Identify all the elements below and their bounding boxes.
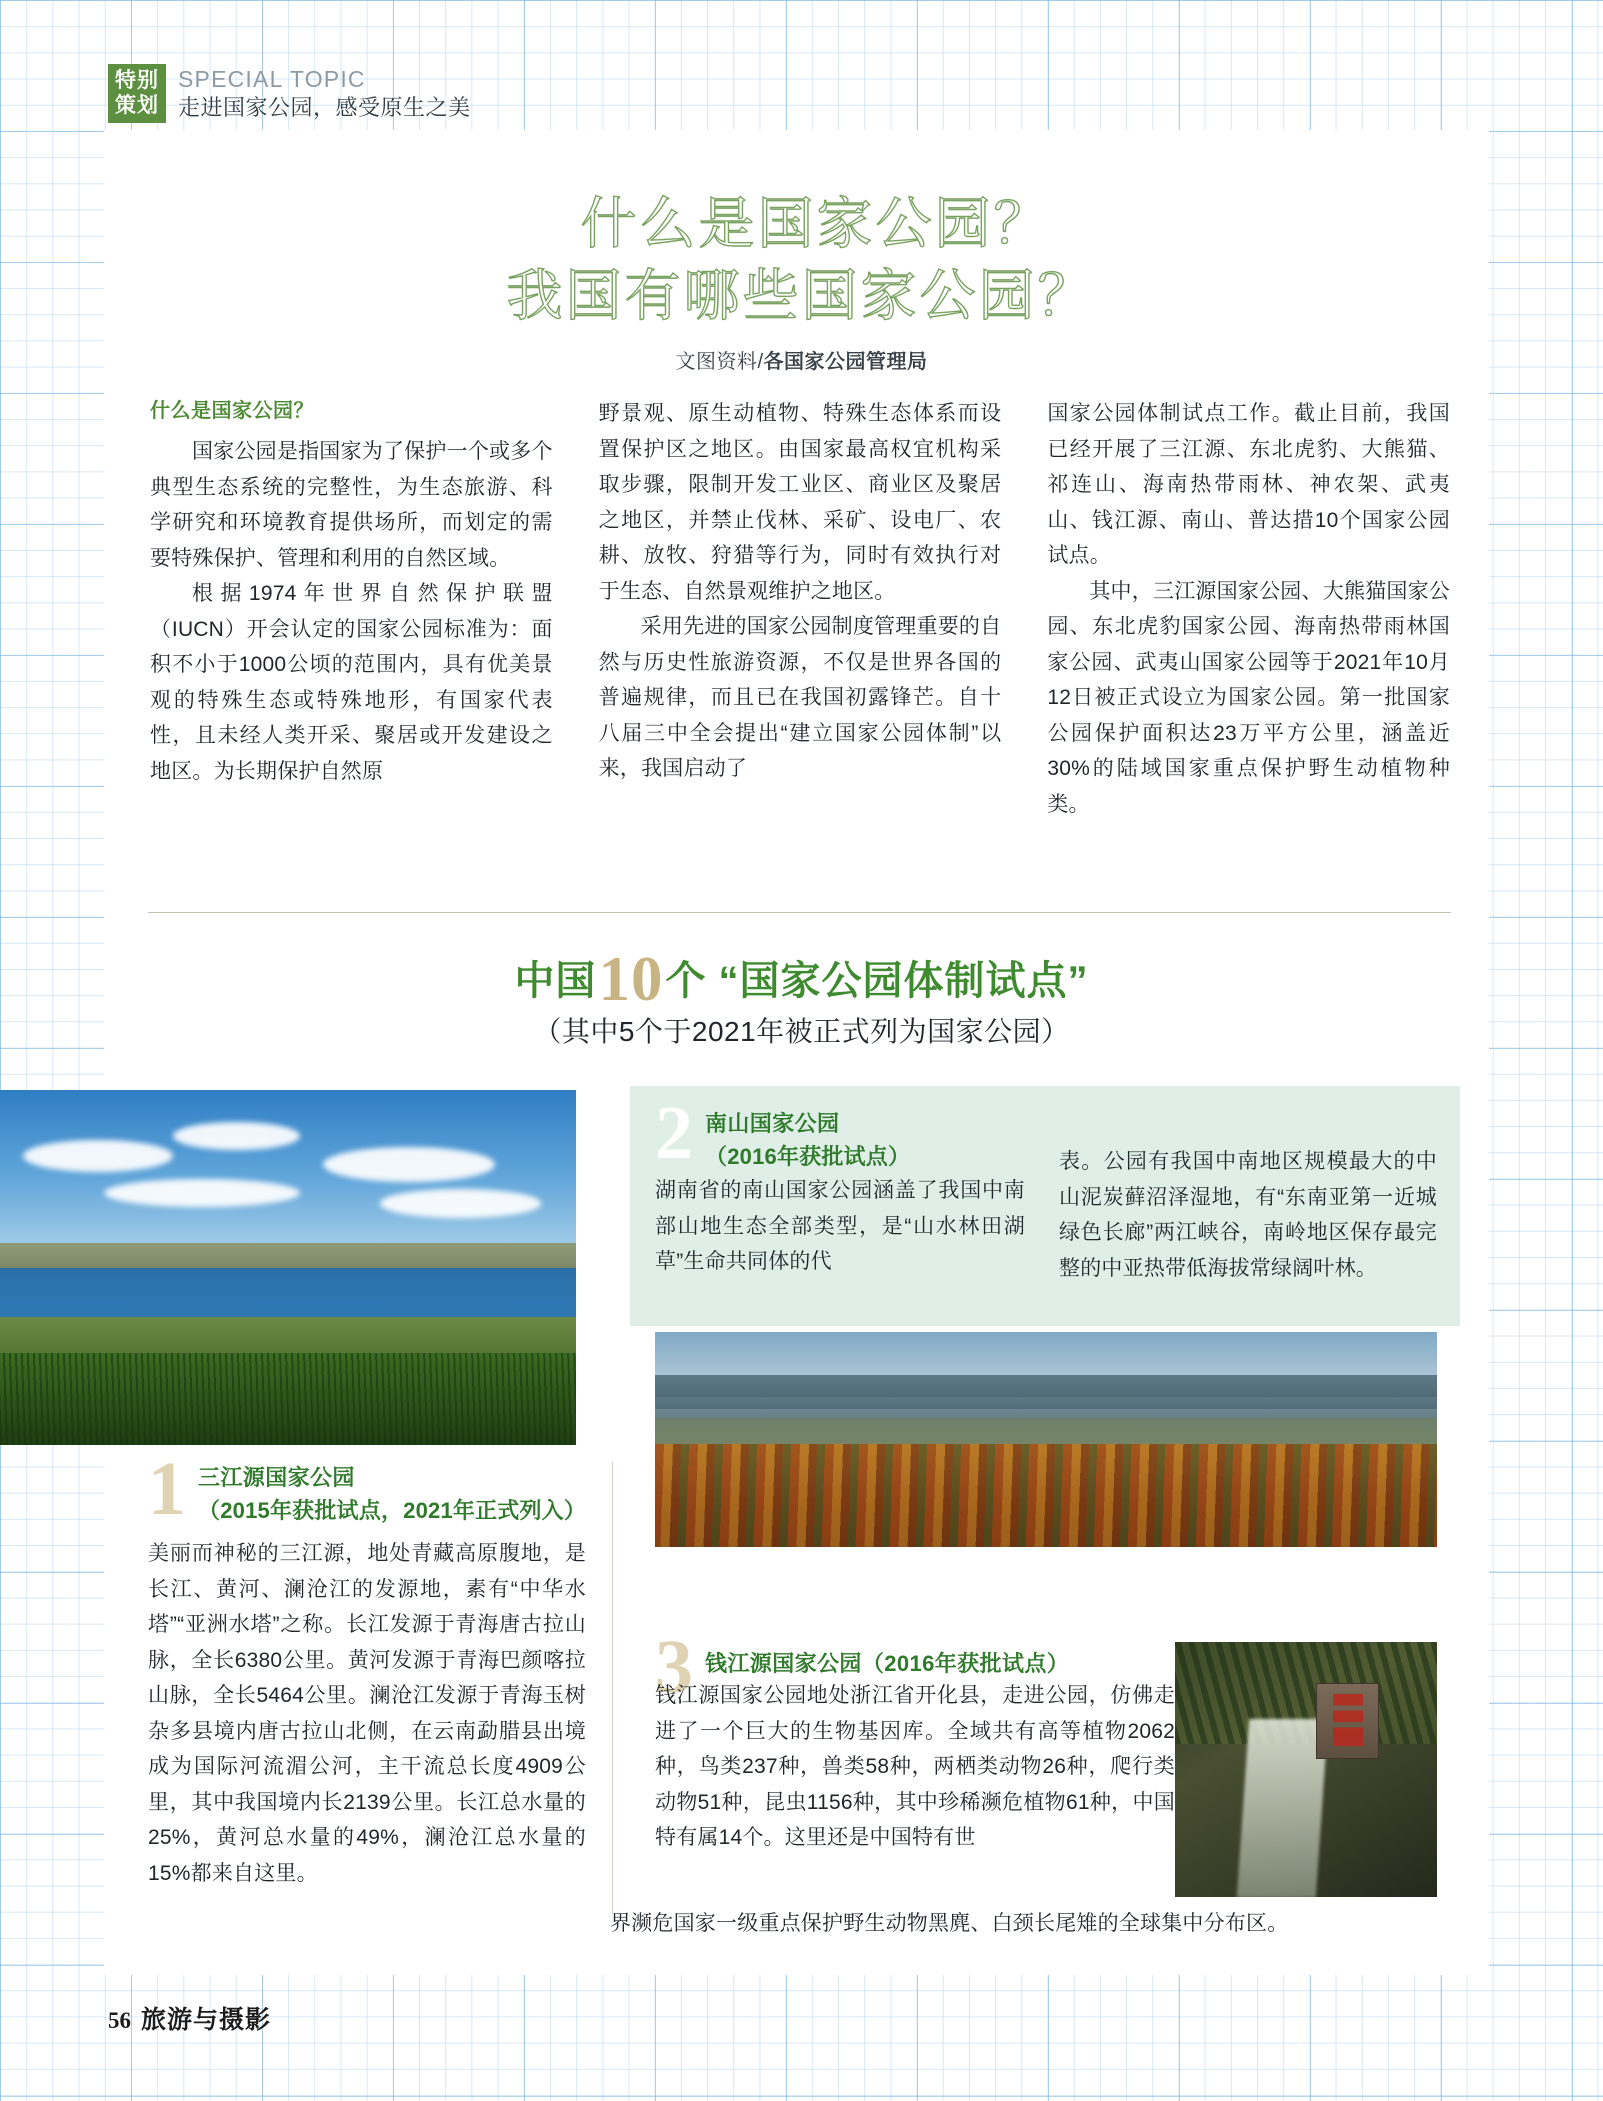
heading-suffix: 个 “国家公园体制试点” bbox=[665, 959, 1089, 1003]
park-3-title-group bbox=[705, 1642, 1069, 1680]
special-topic-text bbox=[178, 64, 471, 123]
pilot-section-heading bbox=[0, 944, 1603, 1054]
park-1-title: 三江源国家公园 bbox=[198, 1465, 355, 1490]
park-1-titles bbox=[198, 1462, 586, 1527]
park-2-photo bbox=[655, 1332, 1437, 1547]
byline-prefix: 文图资料/ bbox=[675, 351, 764, 373]
badge-line-1: 特别 bbox=[115, 69, 159, 92]
qianjiangyuan-waterfall-image bbox=[1175, 1642, 1437, 1897]
section-divider bbox=[148, 912, 1451, 913]
paragraph: 国家公园是指国家为了保护一个或多个典型生态系统的完整性，为生态旅游、科学研究和环境教育提供场所，而划定的需要特殊保护、管理和利用的自然区域。 bbox=[150, 440, 553, 570]
nanshan-autumn-forest-image bbox=[655, 1332, 1437, 1547]
foreground-grass bbox=[0, 1353, 576, 1445]
park-1-heading-row bbox=[148, 1447, 588, 1531]
paragraph: 野景观、原生动植物、特殊生态体系而设置保护区之地区。由国家最高权宜机构采取步骤，限制开发工业区、商业区及聚居之地区，并禁止伐林、采矿、设电厂、农耕、放牧、狩猎等行为，同时有效执行对于生态、自然景观维护之地区。 bbox=[598, 402, 1002, 603]
article-column-1 bbox=[150, 396, 553, 822]
paragraph: 根据1974年世界自然保护联盟（IUCN）开会认定的国家公园标准为：面积不小于1000公顷的范围内，具有优美景观的特殊生态或特殊地形，有国家代表性，且未经人类开采、聚居或开发建设之地区。为长期保护自然原 bbox=[150, 582, 553, 783]
heading-prefix: 中国 bbox=[514, 959, 597, 1003]
sky-region bbox=[0, 1090, 576, 1253]
park-1-subtitle: （2015年获批试点，2021年正式列入） bbox=[198, 1498, 587, 1523]
park-1-caption bbox=[148, 1447, 588, 1531]
special-topic-header bbox=[108, 64, 471, 123]
article-columns bbox=[150, 396, 1450, 822]
badge-line-2: 策划 bbox=[115, 94, 159, 117]
paragraph: 国家公园体制试点工作。截止目前，我国已经开展了三江源、东北虎豹、大熊猫、祁连山、海南热带雨林、神农架、武夷山、钱江源、南山、普达措10个国家公园试点。 bbox=[1047, 402, 1451, 567]
park-2-heading-row bbox=[655, 1091, 1025, 1175]
cloud-shape bbox=[323, 1147, 496, 1183]
sanjiangyuan-grassland-image bbox=[0, 1090, 576, 1445]
magazine-name: 旅游与摄影 bbox=[141, 2007, 272, 2034]
cloud-shape bbox=[104, 1179, 300, 1207]
pilot-heading-main bbox=[0, 944, 1603, 1014]
paragraph: 其中，三江源国家公园、大熊猫国家公园、东北虎豹国家公园、海南热带雨林国家公园、武夷山国家公园等于2021年10月12日被正式设立为国家公园。第一批国家公园保护面积达23万平方公里，涵盖近30%的陆域国家重点保护野生动植物种类。 bbox=[1047, 579, 1451, 816]
page-number: 56 bbox=[108, 2008, 131, 2033]
park-2-subtitle: （2016年获批试点） bbox=[705, 1144, 911, 1169]
park-3-body: 钱江源国家公园地处浙江省开化县，走进公园，仿佛走进了一个巨大的生物基因库。全域共有高等植物2062种，鸟类237种，兽类58种，两栖类动物26种，爬行类动物51种，昆虫1156种，其中珍稀濒危植物61种，中国特有属14个。这里还是中国特有世 bbox=[655, 1684, 1175, 1849]
cloud-shape bbox=[380, 1189, 541, 1217]
park-2-text-block bbox=[655, 1091, 1437, 1286]
heading-count: 10 bbox=[598, 944, 664, 1014]
article-subheading: 什么是国家公园？ bbox=[150, 400, 314, 422]
column-rule bbox=[612, 1462, 613, 1914]
park-1-number: 1 bbox=[148, 1447, 186, 1531]
park-3-number: 3 bbox=[655, 1625, 693, 1709]
title-line-1: 什么是国家公园？ bbox=[580, 192, 1053, 255]
page-title bbox=[0, 188, 1603, 332]
park-2-titles bbox=[705, 1108, 910, 1173]
pilot-heading-subtitle: （其中5个于2021年被正式列为国家公园） bbox=[533, 1016, 1070, 1047]
byline bbox=[0, 345, 1603, 374]
special-topic-badge bbox=[108, 64, 166, 123]
stone-inscription bbox=[1316, 1683, 1379, 1760]
park-2-body-left: 湖南省的南山国家公园涵盖了我国中南部山地生态全部类型，是“山水林田湖草”生命共同体的代 bbox=[655, 1179, 1025, 1273]
park-3-title: 钱江源国家公园 bbox=[705, 1651, 862, 1676]
park-3-subtitle: （2016年获批试点） bbox=[861, 1651, 1070, 1676]
park-2-number: 2 bbox=[655, 1091, 693, 1175]
title-line-2: 我国有哪些国家公园？ bbox=[506, 264, 1097, 327]
autumn-tree-canopy bbox=[655, 1444, 1437, 1547]
topic-chinese-label: 走进国家公园，感受原生之美 bbox=[178, 94, 471, 120]
park-3-photo bbox=[1175, 1642, 1437, 1897]
cloud-shape bbox=[23, 1140, 173, 1172]
byline-source: 各国家公园管理局 bbox=[763, 351, 928, 373]
topic-english-label: SPECIAL TOPIC bbox=[178, 65, 366, 92]
waterfall-stream bbox=[1237, 1719, 1328, 1898]
paragraph: 采用先进的国家公园制度管理重要的自然与历史性旅游资源，不仅是世界各国的普遍规律，而且已在我国初露锋芒。自十八届三中全会提出“建立国家公园体制”以来，我国启动了 bbox=[598, 615, 1002, 780]
park-2-left-text bbox=[655, 1091, 1025, 1286]
article-column-2 bbox=[599, 396, 1002, 822]
park-1-photo bbox=[0, 1090, 576, 1445]
park-2-title: 南山国家公园 bbox=[705, 1111, 840, 1136]
page-footer bbox=[108, 2000, 271, 2036]
park-1-body: 美丽而神秘的三江源，地处青藏高原腹地，是长江、黄河、澜沧江的发源地，素有“中华水塔”“亚洲水塔”之称。长江发源于青海唐古拉山脉，全长6380公里。黄河发源于青海巴颜喀拉山脉，全长5464公里。澜沧江发源于青海玉树杂多县境内唐古拉山北侧，在云南勐腊县出境成为国际河流湄公河，主干流总长度4909公里，其中我国境内长2139公里。长江总水量的25%，黄河总水量的49%，澜沧江总水量的15%都来自这里。 bbox=[148, 1542, 586, 1885]
cloud-shape bbox=[173, 1122, 300, 1150]
park-3-body-tail: 界濒危国家一级重点保护野生动物黑麂、白颈长尾雉的全球集中分布区。 bbox=[610, 1912, 1289, 1935]
article-column-3 bbox=[1047, 396, 1450, 822]
park-2-body-right: 表。公园有我国中南地区规模最大的中山泥炭藓沼泽湿地，有“东南亚第一近城绿色长廊”两江峡谷，南岭地区保存最完整的中亚热带低海拔常绿阔叶林。 bbox=[1059, 1150, 1437, 1280]
